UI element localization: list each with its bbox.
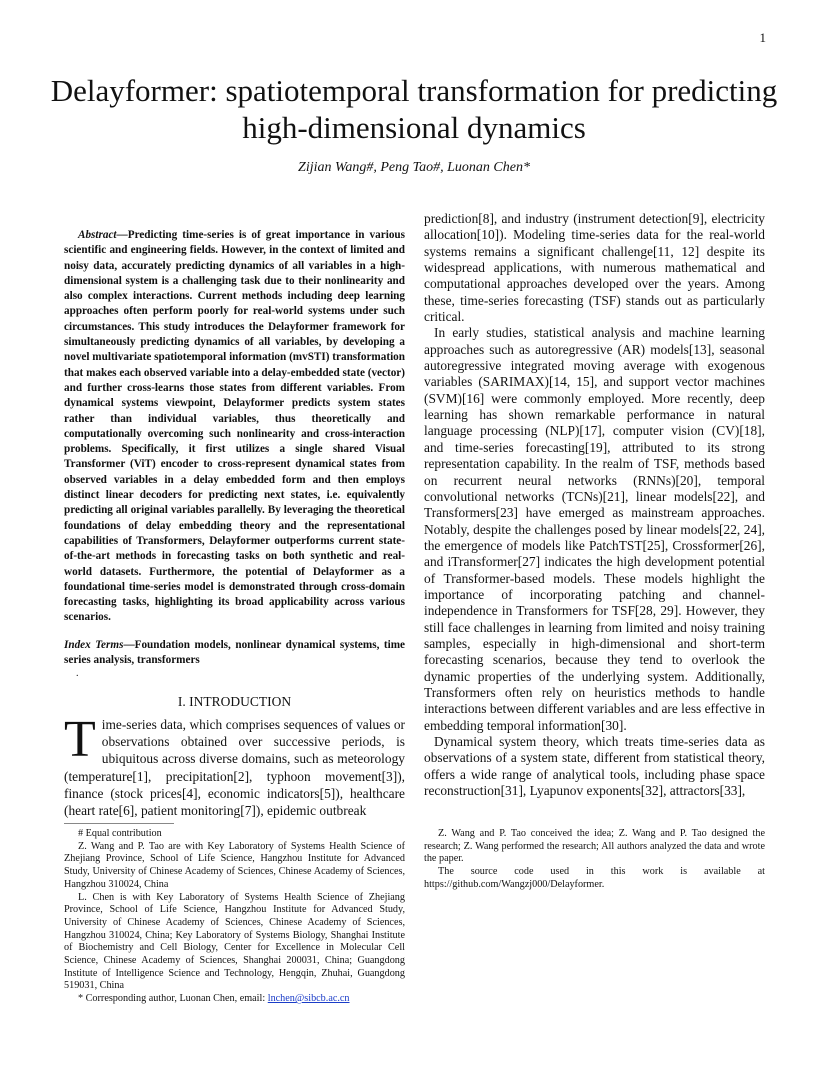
- stray-dot: .: [76, 668, 79, 679]
- index-terms: [64, 638, 405, 669]
- footnote: L. Chen is with Key Laboratory of Systems Health Science of Zhejiang Province, School of Life Science, Hangzhou Institute for Advanced Study, University of Chinese Academy of Sciences, Chinese Academy of Sciences, Hangzhou 310024, China; Key Laboratory of Systems Biology, Shanghai Institute of Biochemistry and Cell Biology, Center for Excellence in Molecular Cell Science, Chinese Academy of Sciences, Shanghai 200031, China; Guangdong Institute of Intelligence Science and Technology, Hengqin, Zhuhai, Guangdong 519031, China: [64, 891, 405, 992]
- page-number: 1: [759, 30, 766, 45]
- body-paragraph: prediction[8], and industry (instrument detection[9], electricity allocation[10]). Modeling time-series data for the real-world systems remains a significant challenge[11, 12] despite its widespread applications, with numerous mathematical and computational approaches developed over the years. Among these, time-series forecasting (TSF) stands out as particularly critical.: [424, 211, 765, 325]
- index-terms-lead: Index Terms: [64, 639, 124, 651]
- author-list: Zijian Wang#, Peng Tao#, Luonan Chen*: [298, 160, 530, 175]
- footnote-email-prefix: * Corresponding author, Luonan Chen, email:: [78, 993, 268, 1005]
- abstract-lead: Abstract: [78, 229, 117, 241]
- footnotes-left: [64, 828, 405, 1006]
- body-paragraph: In early studies, statistical analysis and machine learning approaches such as autoregressive (AR) models[13], seasonal autoregressive integrated moving average with exogenous variables (SARIMAX)[14, 15], and support vector machines (SVM)[16] were commonly employed. More recently, deep learning has shown remarkable performance in natural language processing (NLP)[17], computer vision (CV)[18], and time-series forecasting[19], attributed to its strong representation capability. In the realm of TSF, methods based on recurrent neural networks (RNNs)[20], temporal convolutional networks (TCNs)[21], linear models[22], and Transformers[23] have emerged as mainstream approaches. Notably, despite the challenges posed by linear models[22, 24], the emergence of models like PatchTST[25], Crossformer[26], and iTransformer[27] indicates the high development potential of Transformer-based models. These models highlight the importance of incorporating patching and channel-independence in Transformers for TSF[28, 29]. However, they still face challenges in learning from limited and noisy training samples, especially in high-dimensional and short-term forecasting scenarios, because they tend to overlook the dynamic properties of the underlying system. Additionally, Transformers often rely on heuristics methods to handle interactions between different variables and are less effective in embedding temporal information[30].: [424, 325, 765, 733]
- footnote-source-code: The source code used in this work is available at https://github.com/Wangzj000/Delayformer.: [424, 866, 765, 890]
- footnote-divider: [64, 823, 174, 824]
- intro-dropcap: T: [64, 711, 96, 768]
- body-paragraph: Dynamical system theory, which treats time-series data as observations of a system state, different from statistical theory, offers a wide range of analytical tools, including phase space reconstruction[31], Lyapunov exponents[32], attractors[33],: [424, 734, 765, 799]
- footnote: Z. Wang and P. Tao are with Key Laboratory of Systems Health Science of Zhejiang Province, School of Life Science, Hangzhou Institute for Advanced Study, University of Chinese Academy of Sciences, Chinese Academy of Sciences, Hangzhou 310024, China: [64, 840, 405, 890]
- intro-text: ime-series data, which comprises sequences of values or observations obtained over successive periods, is ubiquitous across diverse domains, such as meteorology (temperature[1], precipitation[2], typhoon movement[3]), finance (stock prices[4], economic indicators[5]), healthcare (heart rate[6], patient monitoring[7]), epidemic outbreak: [64, 717, 405, 819]
- index-terms-text: —Foundation models, nonlinear dynamical systems, time series analysis, transformers: [64, 639, 405, 667]
- footnotes-right: [424, 828, 765, 892]
- footnote: # Equal contribution: [78, 828, 162, 839]
- abstract: [64, 228, 405, 626]
- right-column-body: [424, 211, 765, 799]
- intro-paragraph: [64, 711, 405, 819]
- abstract-text: —Predicting time-series is of great importance in various scientific and engineering fields. However, in the context of limited and noisy data, accurately predicting dynamics of all variables in a high-dimensional system is a challenging task due to their nonlinearity and also complex interactions. Current methods including deep learning approaches often perform poorly for real-world systems under such circumstances. This study introduces the Delayformer framework for simultaneously predicting dynamics of all variables, by developing a novel multivariate spatiotemporal information (mvSTI) transformation that makes each observed variable into a delay-embedded state (vector) and further cross-learns those states from different variables. From dynamical systems viewpoint, Delayformer predicts system states rather than individual variables, thus theoretically and computationally overcoming such nonlinearity and cross-interaction problems. Specifically, it first utilizes a single shared Visual Transformer (ViT) encoder to cross-represent dynamical states from observed variables in a delay embedded form and then employs distinct linear decoders for predicting next states, i.e. equivalently predicting all original variables parallelly. By leveraging the theoretical foundations of delay embedding theory and the representational capabilities of Transformers, Delayformer outperforms current state-of-the-art methods in forecasting tasks on both synthetic and real-world datasets. Furthermore, the potential of Delayformer as a foundational time-series model is demonstrated through cross-domain forecasting tasks, highlighting its broad applicability across various scenarios.: [64, 229, 405, 624]
- paper-title: Delayformer: spatiotemporal transformation for predicting high-dimensional dynamics: [50, 73, 778, 145]
- footnote-corresponding-author: [64, 993, 405, 1006]
- footnote: Z. Wang and P. Tao conceived the idea; Z. Wang and P. Tao designed the research; Z. Wang performed the research; All authors analyzed the data and wrote the paper.: [424, 828, 765, 865]
- email-link[interactable]: lnchen@sibcb.ac.cn: [267, 993, 350, 1005]
- section-heading-introduction: I. INTRODUCTION: [177, 694, 292, 709]
